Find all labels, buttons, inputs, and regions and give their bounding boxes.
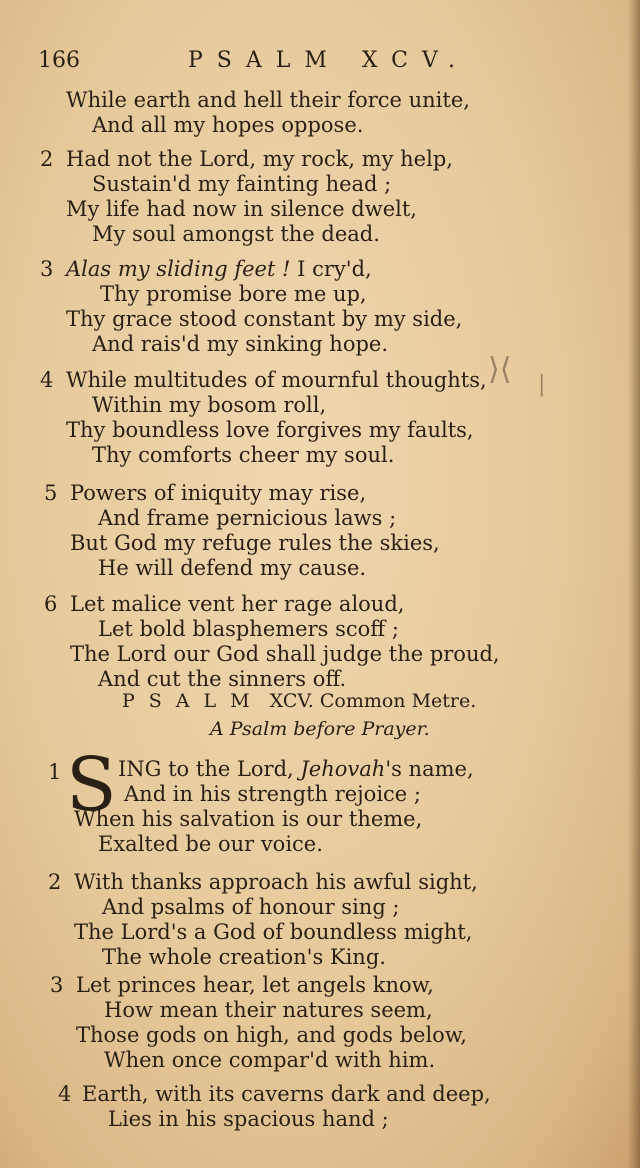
verse-line: While multitudes of mournful thoughts, [66,368,487,392]
verse-line: How mean their natures seem, [104,998,433,1022]
stanza-number: 2 [40,147,54,171]
verse-line: He will defend my cause. [98,556,367,580]
verse-line: Thy grace stood constant by my side, [66,307,463,331]
divine-name: Jehovah [300,757,386,781]
verse-line [118,757,474,781]
verse-line: When his salvation is our theme, [74,807,423,831]
verse-line: The whole creation's King. [102,945,386,969]
verse-line: Exalted be our voice. [98,832,323,856]
stanza-number: 3 [50,973,64,997]
verse-line: And rais'd my sinking hope. [92,332,389,356]
psalm-title [122,690,476,712]
psalm-label: PSALM [122,690,264,712]
page-number: 166 [38,48,80,73]
verse-line: Thy comforts cheer my soul. [92,443,395,467]
verse-line: Those gods on high, and gods below, [76,1023,467,1047]
verse-line: And all my hopes oppose. [92,113,364,137]
verse-line: But God my refuge rules the skies, [70,531,440,555]
verse-fragment: 's name, [385,757,474,781]
verse-line: And cut the sinners off. [98,667,347,691]
verse-line: Let malice vent her rage aloud, [70,592,405,616]
ink-mark: | [538,372,546,397]
verse-line: Earth, with its caverns dark and deep, [82,1082,491,1106]
ink-mark: ⟩⟨ [488,352,512,387]
verse-fragment: I cry'd, [290,257,372,281]
stanza-number: 3 [40,257,54,281]
verse-line: With thanks approach his awful sight, [74,870,478,894]
verse-line: And in his strength rejoice ; [124,782,421,806]
verse-line: Had not the Lord, my rock, my help, [66,147,453,171]
verse-line: My soul amongst the dead. [92,222,380,246]
verse-line: And frame pernicious laws ; [98,506,397,530]
verse-line [66,257,372,281]
page-header [38,48,498,78]
verse-line: And psalms of honour sing ; [102,895,400,919]
psalm-number: XCV. [269,690,314,712]
drop-cap: S [66,742,117,828]
stanza-number: 6 [44,592,58,616]
verse-line: The Lord's a God of boundless might, [74,920,473,944]
verse-line: Thy promise bore me up, [100,282,367,306]
verse-line: My life had now in silence dwelt, [66,197,417,221]
stanza-number: 4 [58,1082,72,1106]
verse-line: While earth and hell their force unite, [66,88,470,112]
verse-line: The Lord our God shall judge the proud, [70,642,500,666]
verse-line: Let princes hear, let angels know, [76,973,434,997]
verse-fragment: ING to the Lord, [118,757,294,781]
stanza-number: 2 [48,870,62,894]
stanza-number: 1 [48,760,62,784]
italic-exclamation: Alas my sliding feet ! [66,257,291,281]
verse-line: Thy boundless love forgives my faults, [66,418,474,442]
running-title: PSALM XCV. [188,48,470,73]
verse-line: Sustain'd my fainting head ; [92,172,392,196]
psalm-metre: Common Metre. [319,690,477,712]
verse-line: Lies in his spacious hand ; [108,1107,389,1131]
stanza-number: 5 [44,481,58,505]
psalm-subtitle: A Psalm before Prayer. [210,718,430,740]
verse-line: When once compar'd with him. [104,1048,436,1072]
stanza-number: 4 [40,368,54,392]
verse-line: Let bold blasphemers scoff ; [98,617,399,641]
verse-line: Within my bosom roll, [92,393,327,417]
page-edge [628,0,640,1168]
verse-line: Powers of iniquity may rise, [70,481,367,505]
